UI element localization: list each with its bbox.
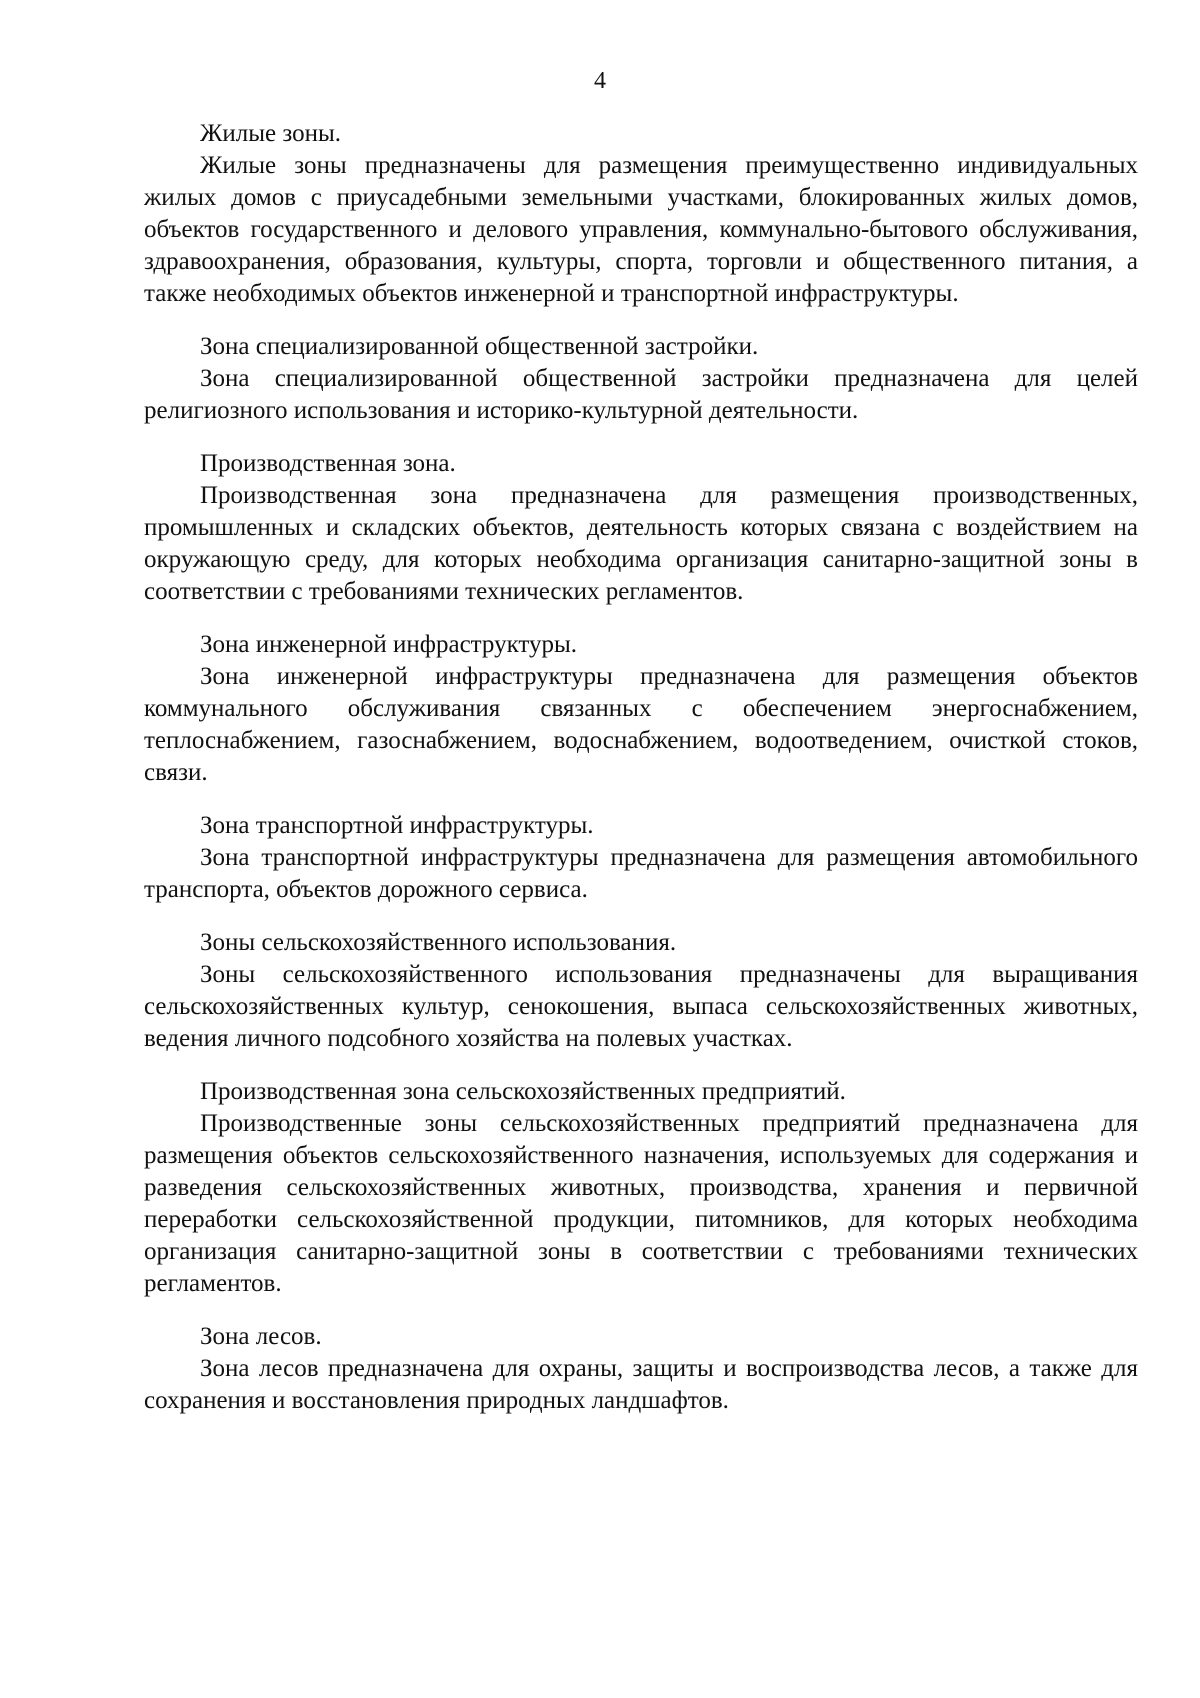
- section-agricultural-enterprises-zone: [144, 1076, 1138, 1300]
- section-paragraph: Зона лесов предназначена для охраны, защиты и воспроизводства лесов, а также для сохранения и восстановления природных ландшафтов.: [144, 1355, 1138, 1414]
- document-body: [144, 118, 1138, 1438]
- section-transport-infrastructure-zone: [144, 810, 1138, 906]
- section-engineering-infrastructure-zone: [144, 629, 1138, 789]
- section-production-zone: [144, 448, 1138, 608]
- section-residential-zones: [144, 118, 1138, 310]
- section-paragraph: Жилые зоны предназначены для размещения преимущественно индивидуальных жилых домов с приусадебными земельными участками, блокированных жилых домов, объектов государственного и делового управления, коммунально-бытового обслуживания, здравоохранения, образования, культуры, спорта, торговли и общественного питания, а также необходимых объектов инженерной и транспортной инфраструктуры.: [144, 152, 1138, 307]
- section-paragraph: Зона специализированной общественной застройки предназначена для целей религиозного использования и историко-культурной деятельности.: [144, 365, 1138, 424]
- section-heading: Производственная зона.: [200, 450, 456, 477]
- section-paragraph: Зона транспортной инфраструктуры предназначена для размещения автомобильного транспорта, объектов дорожного сервиса.: [144, 844, 1138, 903]
- section-heading: Жилые зоны.: [200, 120, 342, 147]
- section-paragraph: Зона инженерной инфраструктуры предназначена для размещения объектов коммунального обслуживания связанных с обеспечением энергоснабжением, теплоснабжением, газоснабжением, водоснабжением, водоотведением, очисткой стоков, связи.: [144, 663, 1138, 786]
- section-heading: Зона специализированной общественной застройки.: [200, 333, 759, 360]
- section-paragraph: Зоны сельскохозяйственного использования предназначены для выращивания сельскохозяйственных культур, сенокошения, выпаса сельскохозяйственных животных, ведения личного подсобного хозяйства на полевых участках.: [144, 961, 1138, 1052]
- section-heading: Зона лесов.: [200, 1323, 322, 1350]
- section-paragraph: Производственная зона предназначена для размещения производственных, промышленных и складских объектов, деятельность которых связана с воздействием на окружающую среду, для которых необходима организация санитарно-защитной зоны в соответствии с требованиями технических регламентов.: [144, 482, 1138, 605]
- section-paragraph: Производственные зоны сельскохозяйственных предприятий предназначена для размещения объектов сельскохозяйственного назначения, используемых для содержания и разведения сельскохозяйственных животных, производства, хранения и первичной переработки сельскохозяйственной продукции, питомников, для которых необходима организация санитарно-защитной зоны в соответствии с требованиями технических регламентов.: [144, 1110, 1138, 1297]
- section-heading: Зона инженерной инфраструктуры.: [200, 631, 578, 658]
- section-specialized-public-zone: [144, 331, 1138, 427]
- section-heading: Зоны сельскохозяйственного использования.: [200, 929, 677, 956]
- section-agricultural-use-zones: [144, 927, 1138, 1055]
- section-forest-zone: [144, 1321, 1138, 1417]
- page-number: 4: [594, 68, 606, 94]
- section-heading: Зона транспортной инфраструктуры.: [200, 812, 594, 839]
- section-heading: Производственная зона сельскохозяйственных предприятий.: [200, 1078, 846, 1105]
